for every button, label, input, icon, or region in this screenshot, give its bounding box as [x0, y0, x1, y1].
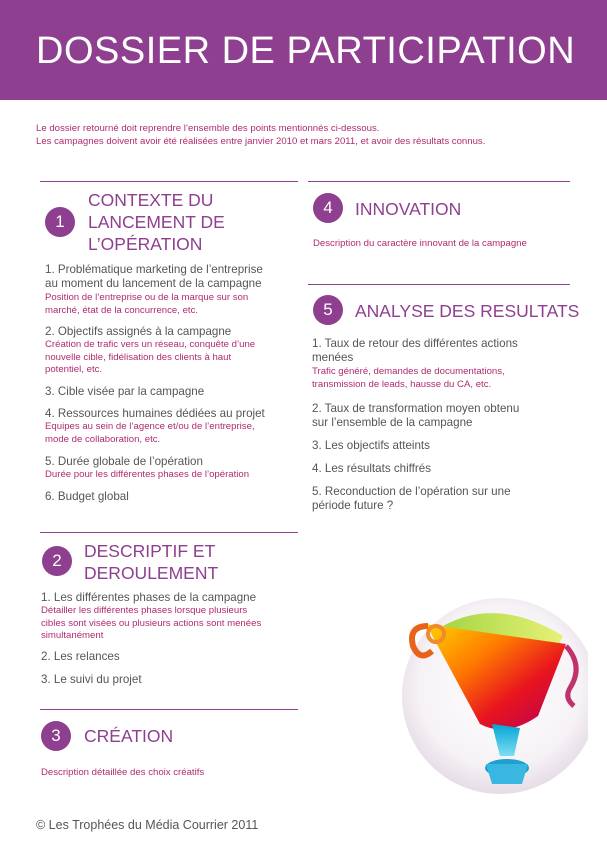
section-number-badge: 1: [45, 207, 75, 237]
list-item-label: 2. Les relances: [41, 650, 120, 663]
list-item-label: 2. Taux de transformation moyen obtenu sur l’ensemble de la campagne: [312, 402, 520, 429]
section-note: Description du caractère innovant de la campagne: [313, 238, 527, 249]
section-title: CRÉATION: [84, 726, 174, 746]
section-title: ANALYSE DES RESULTATS: [355, 301, 580, 321]
intro-line: Le dossier retourné doit reprendre l’ensemble des points mentionnés ci-dessous.: [36, 123, 380, 134]
list-item-label: 4. Les résultats chiffrés: [312, 462, 431, 475]
section-note: Description détaillée des choix créatifs: [41, 767, 205, 778]
list-item-note: Position de l’entreprise ou de la marque sur son marché, état de la concurrence, etc.: [45, 292, 249, 316]
page-title: DOSSIER DE PARTICIPATION: [36, 30, 576, 72]
section-number-badge: 3: [41, 721, 71, 751]
section-title: DESCRIPTIF ET DEROULEMENT: [84, 541, 219, 583]
header-band: [0, 0, 607, 100]
footer-copyright: © Les Trophées du Média Courrier 2011: [36, 818, 259, 832]
intro-line: Les campagnes doivent avoir été réalisées entre janvier 2010 et mars 2011, et avoir des résultats connus.: [36, 136, 486, 147]
section-title: INNOVATION: [355, 199, 462, 219]
list-item-label: 5. Reconduction de l’opération sur une période future ?: [312, 485, 511, 512]
list-item-note: Durée pour les différentes phases de l’opération: [45, 469, 250, 480]
list-item-note: Equipes au sein de l’agence et/ou de l’entreprise, mode de collaboration, etc.: [45, 421, 255, 445]
list-item-note: Détailler les différentes phases lorsque plusieurs cibles sont visées ou plusieurs actions sont menées simultanément: [41, 605, 262, 641]
section-title: CONTEXTE DU LANCEMENT DE L’OPÉRATION: [88, 190, 225, 254]
list-item-label: 3. Les objectifs atteints: [312, 439, 430, 452]
section-divider: [40, 181, 298, 182]
trophy-illustration: [388, 596, 588, 796]
section-number-badge: 2: [42, 546, 72, 576]
section-divider: [308, 284, 570, 285]
list-item-note: Trafic généré, demandes de documentations, transmission de leads, hausse du CA, etc.: [312, 366, 505, 390]
trophy-foot: [486, 764, 528, 784]
section-number-badge: 4: [313, 193, 343, 223]
section-divider: [40, 709, 298, 710]
list-item-note: Création de trafic vers un réseau, conquête d’une nouvelle cible, fidélisation des clients à haut potentiel, etc.: [45, 339, 256, 375]
list-item-label: 2. Objectifs assignés à la campagne: [45, 325, 232, 338]
section-number-badge: 5: [313, 295, 343, 325]
list-item-label: 3. Cible visée par la campagne: [45, 385, 205, 398]
intro-text: [36, 122, 576, 148]
list-item-label: 1. Problématique marketing de l’entreprise au moment du lancement de la campagne: [45, 263, 263, 290]
list-item-label: 1. Taux de retour des différentes actions menées: [312, 337, 518, 364]
list-item-label: 3. Le suivi du projet: [41, 673, 142, 686]
section-divider: [40, 532, 298, 533]
list-item-label: 1. Les différentes phases de la campagne: [41, 591, 257, 604]
list-item-label: 6. Budget global: [45, 490, 129, 503]
list-item-label: 4. Ressources humaines dédiées au projet: [45, 407, 265, 420]
list-item-label: 5. Durée globale de l’opération: [45, 455, 203, 468]
section-divider: [308, 181, 570, 182]
